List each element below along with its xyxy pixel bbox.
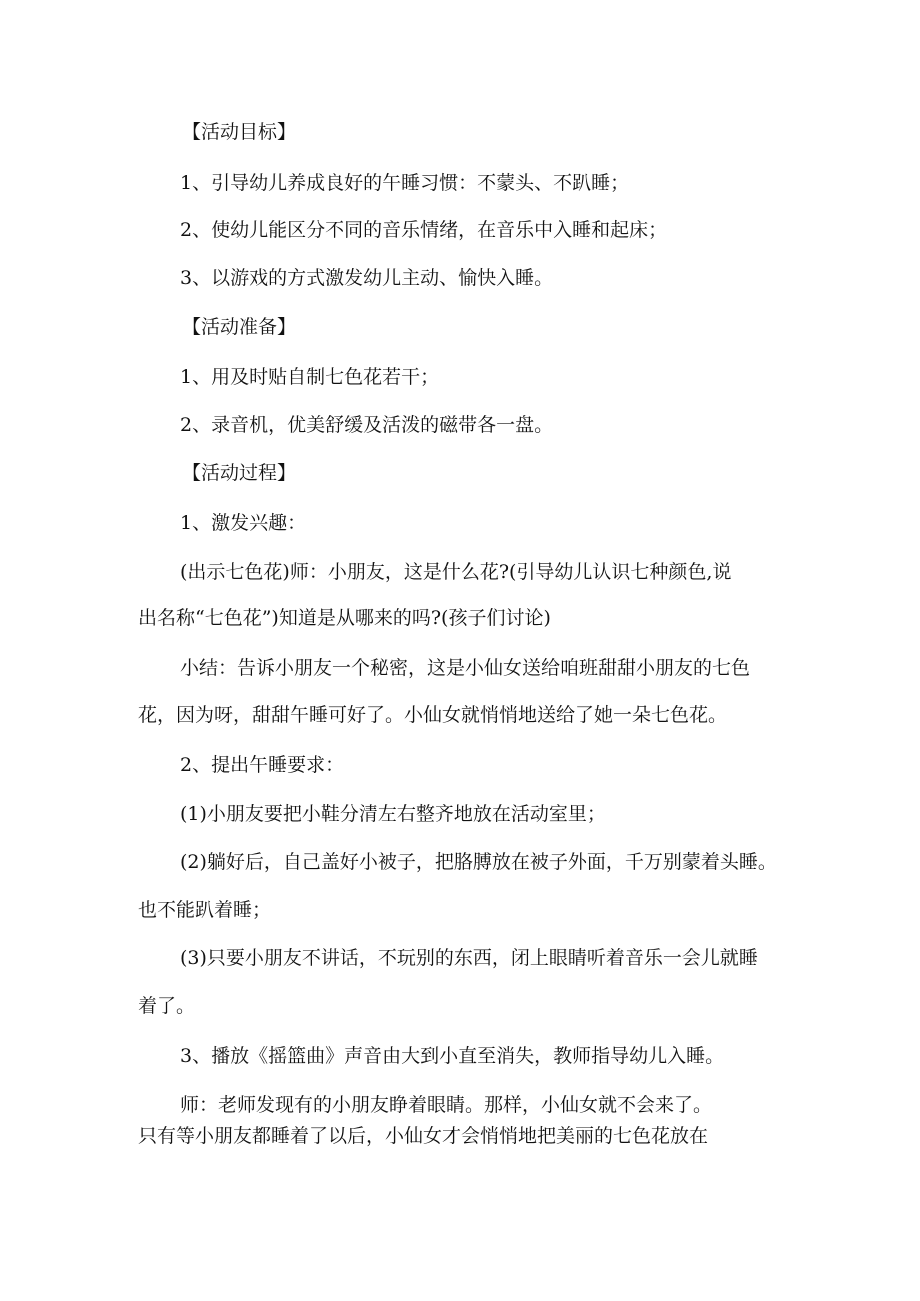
- paragraph-line: 1、引导幼儿养成良好的午睡习惯：不蒙头、不趴睡；: [180, 172, 630, 194]
- paragraph-line: 3、以游戏的方式激发幼儿主动、愉快入睡。: [180, 267, 554, 289]
- paragraph-line: 出名称“七色花”)知道是从哪来的吗?(孩子们讨论): [138, 607, 551, 629]
- heading-activity-goals: 【活动目标】: [182, 121, 297, 143]
- paragraph-line: 1、用及时贴自制七色花若干；: [180, 366, 440, 388]
- paragraph-line: 2、录音机，优美舒缓及活泼的磁带各一盘。: [180, 414, 554, 436]
- paragraph-line: 师：老师发现有的小朋友睁着眼睛。那样，小仙女就不会来了。: [180, 1094, 713, 1116]
- paragraph-line: 小结：告诉小朋友一个秘密，这是小仙女送给咱班甜甜小朋友的七色: [180, 657, 751, 679]
- paragraph-line: 也不能趴着睡；: [138, 899, 272, 921]
- paragraph-line: 1、激发兴趣：: [180, 512, 307, 534]
- paragraph-line: (2)躺好后，自己盖好小被子，把胳膊放在被子外面，千万别蒙着头睡。: [180, 851, 777, 873]
- heading-activity-preparation: 【活动准备】: [182, 316, 297, 338]
- paragraph-line: 2、提出午睡要求：: [180, 754, 345, 776]
- paragraph-line: 3、播放《摇篮曲》声音由大到小直至消失，教师指导幼儿入睡。: [180, 1045, 725, 1067]
- paragraph-line: 2、使幼儿能区分不同的音乐情绪，在音乐中入睡和起床；: [180, 219, 668, 241]
- paragraph-line: (1)小朋友要把小鞋分清左右整齐地放在活动室里；: [180, 803, 606, 825]
- paragraph-line: 只有等小朋友都睡着了以后，小仙女才会悄悄地把美丽的七色花放在: [138, 1125, 709, 1147]
- paragraph-line: 着了。: [138, 995, 196, 1017]
- heading-activity-process: 【活动过程】: [182, 462, 297, 484]
- paragraph-line: (3)只要小朋友不讲话，不玩别的东西，闭上眼睛听着音乐一会儿就睡: [180, 947, 758, 969]
- paragraph-line: (出示七色花)师：小朋友，这是什么花?(引导幼儿认识七种颜色,说: [180, 561, 732, 583]
- paragraph-line: 花，因为呀，甜甜午睡可好了。小仙女就悄悄地送给了她一朵七色花。: [138, 704, 728, 726]
